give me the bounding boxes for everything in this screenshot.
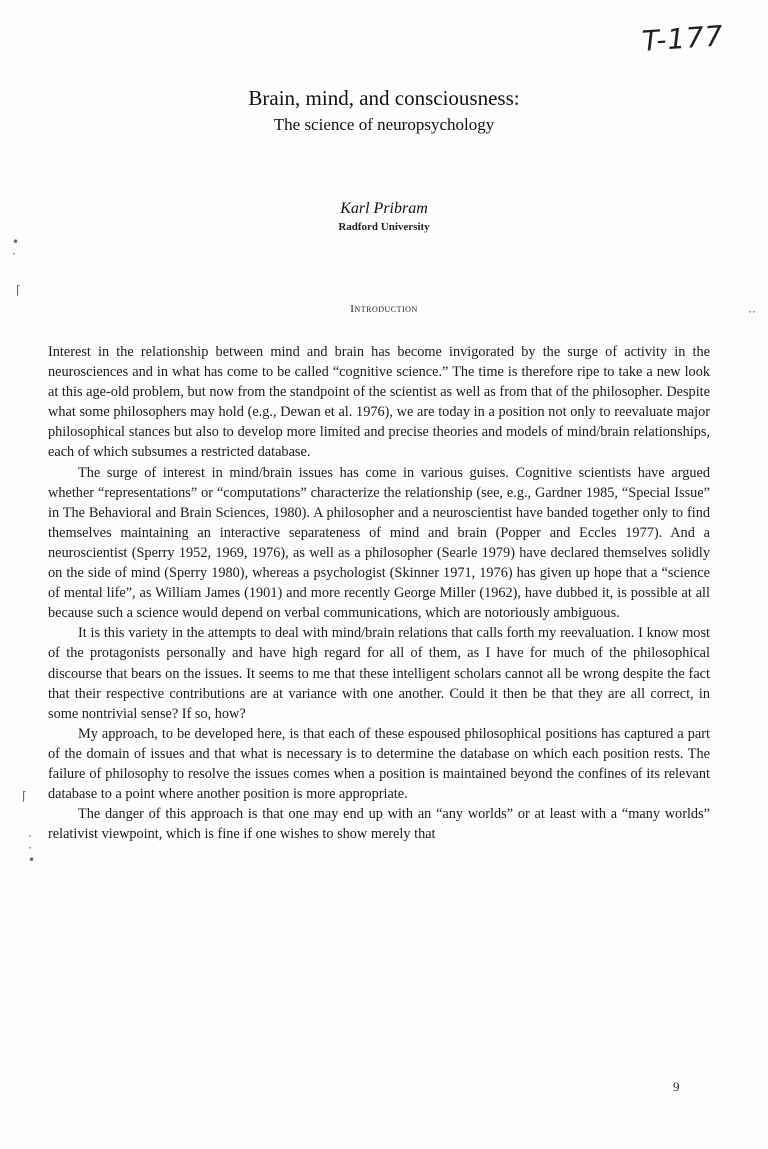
paragraph: The danger of this approach is that one may end up with an “any worlds” or at least with a “many worlds” relativist viewpoint, which is fine if one wishes to show merely that bbox=[48, 806, 710, 843]
article-subtitle: The science of neuropsychology bbox=[273, 115, 495, 134]
handwritten-catalog-note: T-177 bbox=[641, 19, 726, 58]
article-title: Brain, mind, and consciousness: bbox=[248, 86, 520, 110]
paragraph: It is this variety in the attempts to deal with mind/brain relations that calls forth my reevaluation. I know most of the protagonists personally and have high regard for all of them, as I have for much of the philosophical discourse that bears on the issues. It seems to me that these intelligent scholars cannot all be wrong despite the fact that their respective contributions are at variance with one another. Could it then be that they are all correct, in some nontrivial sense? If so, how? bbox=[48, 625, 710, 722]
paragraph: The surge of interest in mind/brain issues has come in various guises. Cognitive scientists have argued whether “representations” or “computations” characterize the relationship (see, e.g., Gardner 1985, “Special Issue” in The Behavioral and Brain Sciences, 1980). A philosopher and a neuroscientist have banded together only to find themselves maintaining an interactive separateness of mind and brain (Popper and Eccles 1977). And a neuroscientist (Sperry 1952, 1969, 1976), as well as a philosopher (Searle 1979) have declared themselves solidly on the side of mind (Sperry 1980), whereas a psychologist (Skinner 1971, 1976) has given up hope that a “science of mental life”, as William James (1901) and more recently George Miller (1962), have dubbed it, is possible at all because such a science would depend on verbal communications, which are notoriously ambiguous. bbox=[48, 464, 710, 622]
scan-mark: ⋅⋅ bbox=[748, 305, 756, 319]
page-number: 9 bbox=[673, 1079, 680, 1094]
scan-mark: ⌈ bbox=[22, 789, 27, 803]
body-text bbox=[48, 342, 710, 844]
author-name: Karl Pribram bbox=[340, 200, 428, 217]
author-affiliation: Radford University bbox=[338, 221, 430, 233]
paragraph: Interest in the relationship between mind and brain has become invigorated by the surge of activity in the neurosciences and in what has come to be called “cognitive science.” The time is therefore ripe to take a new look at this age-old problem, but now from the standpoint of the scientist as well as from that of the philosopher. Despite what some philosophers may hold (e.g., Dewan et al. 1976), we are today in a position not only to reevaluate major philosophical stances but also to develop more limited and precise theories and models of mind/brain relationships, each of which subsumes a restricted database. bbox=[48, 344, 710, 461]
scan-mark: ⋅ ⋅ • bbox=[28, 829, 36, 867]
section-heading: Introduction bbox=[350, 303, 418, 315]
author-block bbox=[0, 199, 768, 235]
title-block bbox=[0, 84, 768, 136]
scan-mark: • ⋅ bbox=[12, 235, 20, 261]
scan-mark: ⌈ bbox=[16, 283, 21, 297]
paragraph: My approach, to be developed here, is that each of these espoused philosophical positions has captured a part of the domain of issues and that what is necessary is to determine the database on which each position rests. The failure of philosophy to resolve the issues comes when a position is maintained beyond the confines of its relevant database to a point where another position is more appropriate. bbox=[48, 725, 710, 803]
